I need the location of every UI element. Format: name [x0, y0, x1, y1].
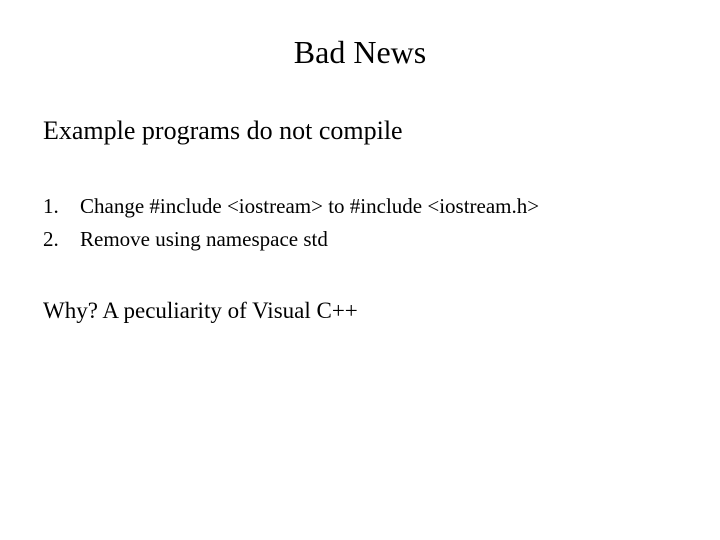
step-text: Remove using namespace std: [80, 227, 328, 251]
slide-subtitle: Example programs do not compile: [43, 116, 403, 145]
step-item: [43, 225, 539, 258]
step-item: [43, 192, 539, 225]
step-number: 2.: [43, 227, 59, 251]
steps-list: [43, 192, 539, 258]
slide-title: Bad News: [293, 34, 427, 70]
slide-note: Why? A peculiarity of Visual C++: [43, 298, 358, 323]
step-number: 1.: [43, 194, 59, 218]
step-text: Change #include <iostream> to #include <iostream.h>: [80, 194, 540, 218]
